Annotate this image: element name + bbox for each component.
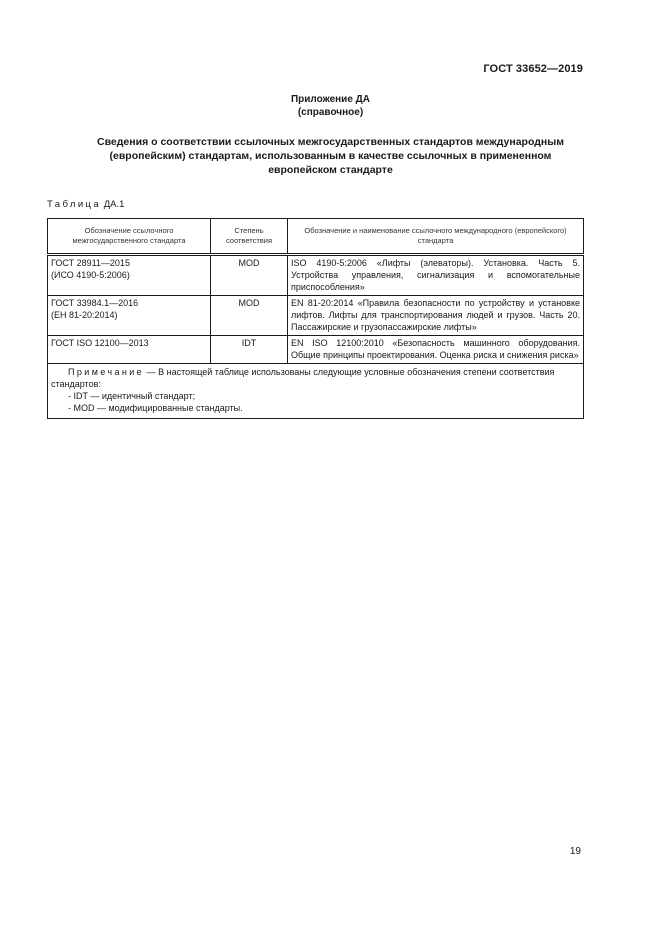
section-heading-line: (европейским) стандартам, использованным в качестве ссылочных в примененном [109, 150, 552, 162]
column-header-degree: Степень соответствия [211, 219, 288, 255]
table-header-row [48, 219, 584, 255]
section-heading-line: европейском стандарте [268, 164, 393, 176]
table-note [48, 364, 584, 419]
cell-degree: IDT [211, 336, 288, 364]
cell-code-line: (ЕН 81-20:2014) [51, 310, 118, 320]
cell-code [48, 336, 211, 364]
note-item: - MOD — модифицированные стандарты. [68, 403, 243, 413]
table-row [48, 336, 584, 364]
cell-description: EN 81-20:2014 «Правила безопасности по устройству и установке лифтов. Лифты для транспортирования людей и грузов. Часть 20. Пассажирские и грузопассажирские лифты» [288, 296, 584, 336]
conformity-table [47, 218, 584, 419]
cell-degree: MOD [211, 296, 288, 336]
cell-description: EN ISO 12100:2010 «Безопасность машинного оборудования. Общие принципы проектирования. Оценка риска и снижения риска» [288, 336, 584, 364]
cell-degree: MOD [211, 255, 288, 296]
annex-title [0, 93, 661, 119]
column-header-code: Обозначение ссылочного межгосударственного стандарта [48, 219, 211, 255]
table-caption [47, 199, 124, 210]
note-text: — В настоящей таблице использованы следующие условные обозначения степени соответствия стандартов: [51, 367, 555, 389]
table-row [48, 255, 584, 296]
annex-title-main: Приложение ДА [290, 94, 371, 105]
note-label: Примечание [68, 367, 145, 377]
section-heading-line: Сведения о соответствии ссылочных межгосударственных стандартов международным [97, 136, 564, 148]
table-note-row [48, 364, 584, 419]
cell-code-line: ГОСТ 28911—2015 [51, 258, 130, 268]
table-caption-number: ДА.1 [103, 199, 125, 210]
cell-code-line: ГОСТ 33984.1—2016 [51, 298, 139, 308]
section-heading [50, 135, 611, 177]
note-item: - IDT — идентичный стандарт; [68, 391, 196, 401]
table-caption-prefix: Таблица [47, 199, 102, 210]
cell-code-line: (ИСО 4190-5:2006) [51, 270, 130, 280]
cell-code [48, 296, 211, 336]
cell-code-line: ГОСТ ISO 12100—2013 [51, 338, 149, 348]
column-header-description: Обозначение и наименование ссылочного международного (европейского) стандарта [288, 219, 584, 255]
cell-description: ISO 4190-5:2006 «Лифты (элеваторы). Установка. Часть 5. Устройства управления, сигнализация и вспомогательные приспособления» [288, 255, 584, 296]
document-code: ГОСТ 33652—2019 [483, 63, 583, 75]
table-row [48, 296, 584, 336]
page-number: 19 [569, 846, 581, 857]
annex-title-sub: (справочное) [297, 107, 364, 118]
cell-code [48, 255, 211, 296]
